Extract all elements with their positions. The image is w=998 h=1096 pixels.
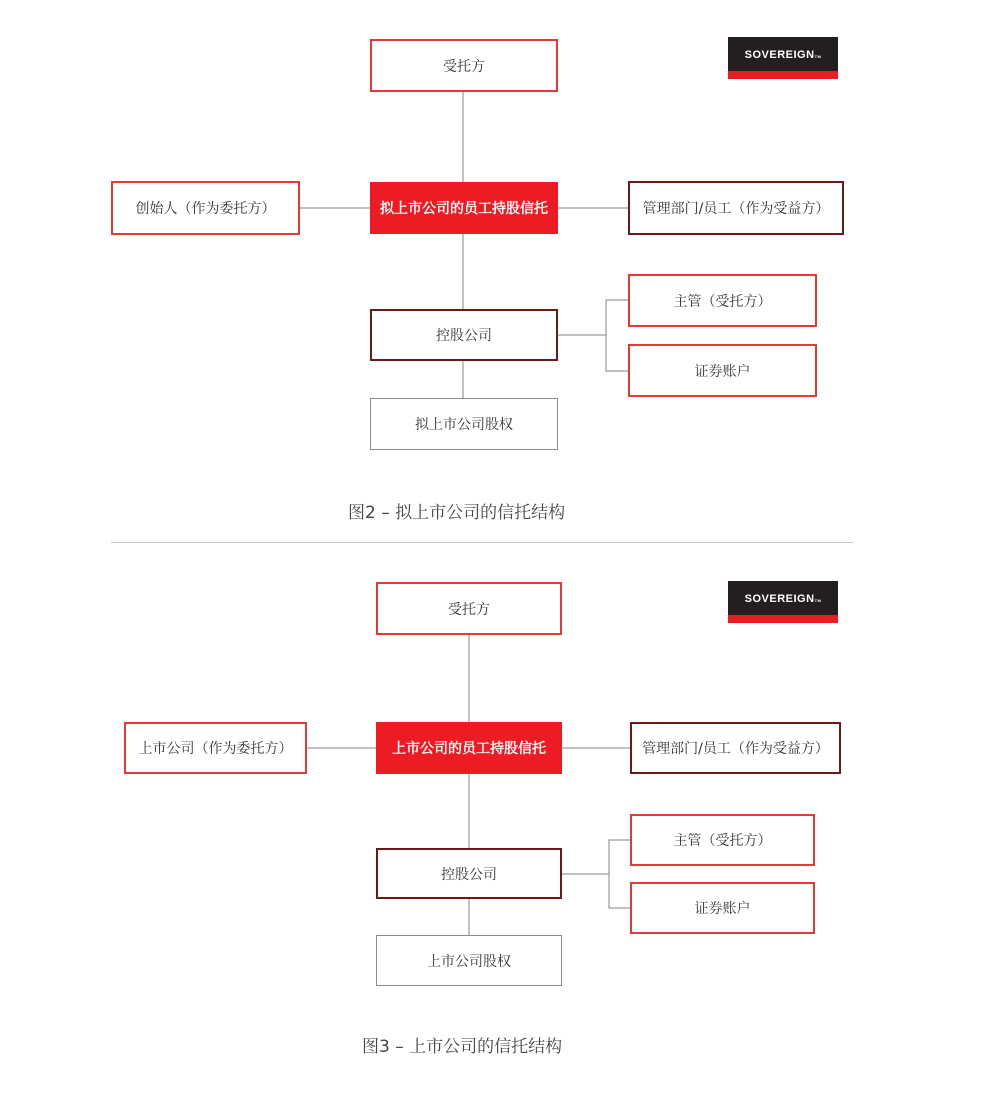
d1-caption: 图2 – 拟上市公司的信托结构 [348,503,566,523]
d2-director-box: 主管（受托方） [630,814,815,866]
d2-trustee-box: 受托方 [376,582,562,635]
section-divider [111,542,853,543]
d2-bracket [609,840,630,908]
d1-securities-box: 证券账户 [628,344,817,397]
d1-trust-box: 拟上市公司的员工持股信托 [370,182,558,234]
d1-equity-box: 拟上市公司股权 [370,398,558,450]
d1-holding-box: 控股公司 [370,309,558,361]
d1-settlor-box: 创始人（作为委托方） [111,181,300,235]
logo-red-bar [728,71,838,79]
logo-red-bar-2 [728,615,838,623]
d2-securities-box: 证券账户 [630,882,815,934]
d1-bracket [606,300,628,371]
sovereign-logo [728,37,838,79]
logo-wordmark: SOVEREIGNTM [744,49,822,61]
d2-equity-box: 上市公司股权 [376,935,562,986]
d1-director-box: 主管（受托方） [628,274,817,327]
d2-caption: 图3 – 上市公司的信托结构 [362,1037,563,1057]
d2-beneficiary-box: 管理部门/员工（作为受益方） [630,722,841,774]
d2-holding-box: 控股公司 [376,848,562,899]
sovereign-logo-2 [728,581,838,623]
d1-trustee-box: 受托方 [370,39,558,92]
d2-trust-box: 上市公司的员工持股信托 [376,722,562,774]
d2-settlor-box: 上市公司（作为委托方） [124,722,307,774]
d1-beneficiary-box: 管理部门/员工（作为受益方） [628,181,844,235]
logo-wordmark-2: SOVEREIGNTM [744,593,822,605]
